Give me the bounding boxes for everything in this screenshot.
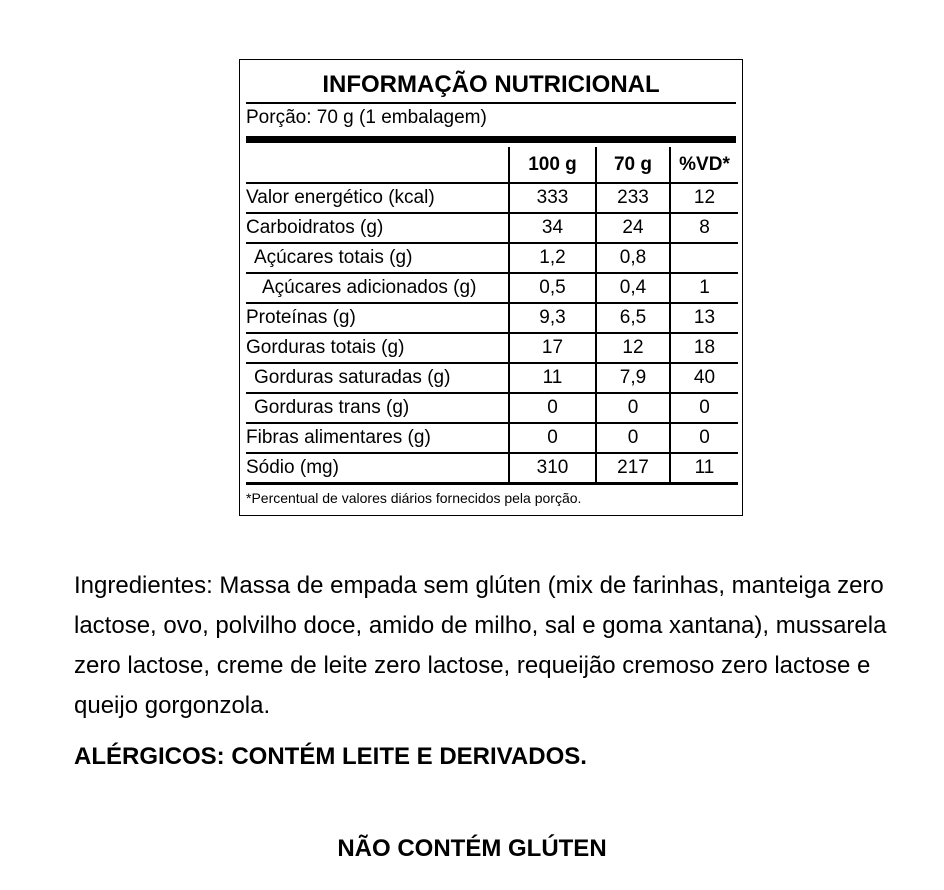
value-vd: 18 xyxy=(670,333,738,363)
value-100g: 333 xyxy=(509,183,596,213)
value-100g: 9,3 xyxy=(509,303,596,333)
nutrient-label: Gorduras saturadas (g) xyxy=(246,363,509,393)
value-70g: 0,8 xyxy=(596,243,670,273)
value-70g: 217 xyxy=(596,453,670,484)
value-100g: 310 xyxy=(509,453,596,484)
nutrient-label: Gorduras totais (g) xyxy=(246,333,509,363)
value-100g: 17 xyxy=(509,333,596,363)
nutrient-label: Valor energético (kcal) xyxy=(246,183,509,213)
table-row xyxy=(246,273,738,303)
value-70g: 6,5 xyxy=(596,303,670,333)
table-row xyxy=(246,453,738,484)
value-vd: 40 xyxy=(670,363,738,393)
value-vd: 11 xyxy=(670,453,738,484)
value-vd: 1 xyxy=(670,273,738,303)
value-70g: 24 xyxy=(596,213,670,243)
header-nutrient xyxy=(246,147,509,183)
table-row xyxy=(246,423,738,453)
nutrient-label: Proteínas (g) xyxy=(246,303,509,333)
nutrient-label: Açúcares adicionados (g) xyxy=(246,273,509,303)
ingredients-text: Ingredientes: Massa de empada sem glúten (mix de farinhas, manteiga zero lactose, ovo, polvilho doce, amido de milho, sal e goma xantana), mussarela zero lactose, creme de leite zero lactose, requeijão cremoso zero lactose e queijo gorgonzola. xyxy=(74,572,887,719)
nutrient-label: Gorduras trans (g) xyxy=(246,393,509,423)
value-vd: 12 xyxy=(670,183,738,213)
value-70g: 233 xyxy=(596,183,670,213)
nutrient-label: Fibras alimentares (g) xyxy=(246,423,509,453)
value-vd: 0 xyxy=(670,423,738,453)
table-row xyxy=(246,183,738,213)
nutrition-table xyxy=(246,147,738,485)
nutrient-label: Sódio (mg) xyxy=(246,453,509,484)
header-per-70g: 70 g xyxy=(596,147,670,183)
value-vd: 0 xyxy=(670,393,738,423)
table-row xyxy=(246,213,738,243)
value-70g: 0 xyxy=(596,393,670,423)
table-row xyxy=(246,363,738,393)
gluten-free-notice: NÃO CONTÉM GLÚTEN xyxy=(337,835,607,862)
header-per-100g: 100 g xyxy=(509,147,596,183)
nutrition-facts-panel xyxy=(239,59,743,516)
table-row xyxy=(246,333,738,363)
value-100g: 11 xyxy=(509,363,596,393)
table-row xyxy=(246,303,738,333)
value-70g: 12 xyxy=(596,333,670,363)
value-vd xyxy=(670,243,738,273)
value-70g: 0,4 xyxy=(596,273,670,303)
value-100g: 1,2 xyxy=(509,243,596,273)
value-100g: 34 xyxy=(509,213,596,243)
daily-value-footnote: *Percentual de valores diários fornecidos pela porção. xyxy=(246,490,582,506)
value-100g: 0,5 xyxy=(509,273,596,303)
nutrient-label: Carboidratos (g) xyxy=(246,213,509,243)
nutrition-title: INFORMAÇÃO NUTRICIONAL xyxy=(246,68,736,104)
nutrient-label: Açúcares totais (g) xyxy=(246,243,509,273)
value-70g: 0 xyxy=(596,423,670,453)
header-daily-value: %VD* xyxy=(670,147,738,183)
value-70g: 7,9 xyxy=(596,363,670,393)
allergens-warning: ALÉRGICOS: CONTÉM LEITE E DERIVADOS. xyxy=(74,743,587,770)
value-vd: 13 xyxy=(670,303,738,333)
value-100g: 0 xyxy=(509,393,596,423)
table-row xyxy=(246,393,738,423)
value-vd: 8 xyxy=(670,213,738,243)
value-100g: 0 xyxy=(509,423,596,453)
thick-divider xyxy=(246,136,736,143)
table-row xyxy=(246,243,738,273)
table-header-row xyxy=(246,147,738,183)
portion-size: Porção: 70 g (1 embalagem) xyxy=(246,107,487,128)
